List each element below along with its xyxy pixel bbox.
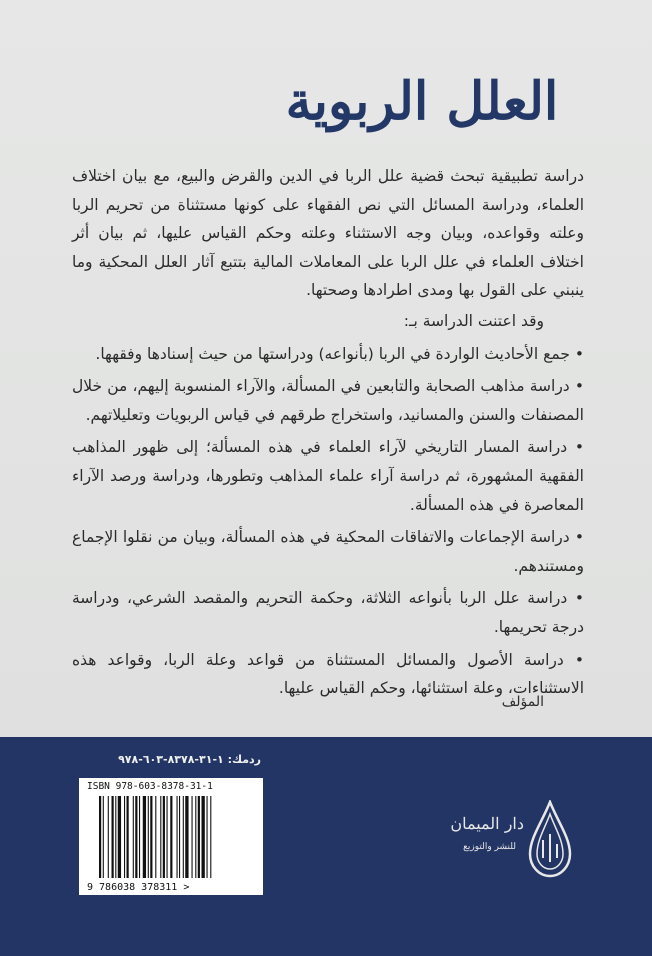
author-signature: المؤلف (501, 694, 544, 710)
bullet-item: • جمع الأحاديث الواردة في الربا (بأنواعه) ودراستها من حيث إسنادها وفقهها. (95, 344, 584, 363)
barcode-bar (167, 796, 168, 878)
publisher-name: دار الميمان (450, 814, 524, 833)
barcode-bar (99, 796, 101, 878)
barcode-bar (202, 796, 205, 878)
intro-paragraph: دراسة تطبيقية تبحث قضية علل الربا في الدين والقرض والبيع، مع بيان اختلاف العلماء، ودراسة المسائل التي نص الفقهاء على كونها مستثناة من تحريم الربا وعلته وقواعده، وبيان وجه الاستثناء وعلته وحكم القياس عليها، ثم بيان أثر اختلاف العلماء في علل الربا على المعاملات المالية بتتبع آثار العلل المحكية وما ينبني على القول بها ومدى اطرادها وصحتها. (72, 167, 584, 300)
barcode-bar (118, 796, 121, 878)
barcode-bar (185, 796, 188, 878)
barcode-bar (179, 796, 180, 878)
barcode-bar (103, 796, 104, 878)
publisher-subtitle: للنشر والتوزيع (463, 842, 516, 852)
isbn-arabic: ردمك: ١-٣١-٨٣٧٨-٦٠٣-٩٧٨ (118, 753, 261, 766)
barcode-bar (124, 796, 125, 878)
barcode-bar (155, 796, 156, 878)
bullet-item: • دراسة الأصول والمسائل المستثناة من قواعد وعلة الربا، وقواعد هذه الاستثناءات، وعلة استثنائها، وحكم القياس عليها. (72, 650, 584, 698)
bullet-item: • دراسة المسار التاريخي لآراء العلماء في هذه المسألة؛ إلى ظهور المذاهب الفقهية المشهورة، ثم دراسة آراء علماء المذاهب وتطورها، ودراسة ورصد الآراء المعاصرة في هذه المسألة. (72, 438, 584, 514)
barcode-digits: 9 786038 378311 > (87, 882, 190, 893)
barcode-bar (170, 796, 172, 878)
barcode-bar (183, 796, 184, 878)
barcode-bar (198, 796, 200, 878)
cover-description (72, 162, 584, 707)
lead-line: وقد اعتنت الدراسة بـ: (403, 311, 544, 330)
publisher-emblem-icon (528, 800, 572, 880)
barcode-bar (115, 796, 116, 878)
bullet-item: • دراسة علل الربا بأنواعه الثلاثة، وحكمة التحريم والمقصد الشرعي، ودراسة درجة تحريمها. (72, 589, 584, 636)
isbn-label: ISBN 978-603-8378-31-1 (87, 781, 213, 792)
barcode-bar (143, 796, 146, 878)
barcode-bar (210, 796, 211, 878)
barcode (79, 778, 263, 895)
barcode-bar (108, 796, 109, 878)
barcode-bar (177, 796, 178, 878)
barcode-bar (150, 796, 152, 878)
barcode-bar (127, 796, 129, 878)
barcode-bar (163, 796, 165, 878)
bullet-item: • دراسة الإجماعات والاتفاقات المحكية في هذه المسألة، وبيان من نقلوا الإجماع ومستندهم. (72, 528, 584, 575)
barcode-bar (112, 796, 114, 878)
barcode-bar (148, 796, 149, 878)
barcode-bars (99, 796, 249, 878)
barcode-bar (195, 796, 196, 878)
barcode-bar (133, 796, 134, 878)
publisher-logo (448, 800, 578, 885)
barcode-bar (192, 796, 193, 878)
barcode-bar (135, 796, 137, 878)
barcode-bar (207, 796, 208, 878)
barcode-bar (139, 796, 140, 878)
bullet-item: • دراسة مذاهب الصحابة والتابعين في المسألة، والآراء المنسوبة إليهم، من خلال المصنفات والسنن والمسانيد، واستخراج طرقهم في قياس الربويات وتعليلاتهم. (72, 377, 584, 424)
barcode-bar (160, 796, 161, 878)
book-title: العلل الربوية (285, 71, 559, 132)
